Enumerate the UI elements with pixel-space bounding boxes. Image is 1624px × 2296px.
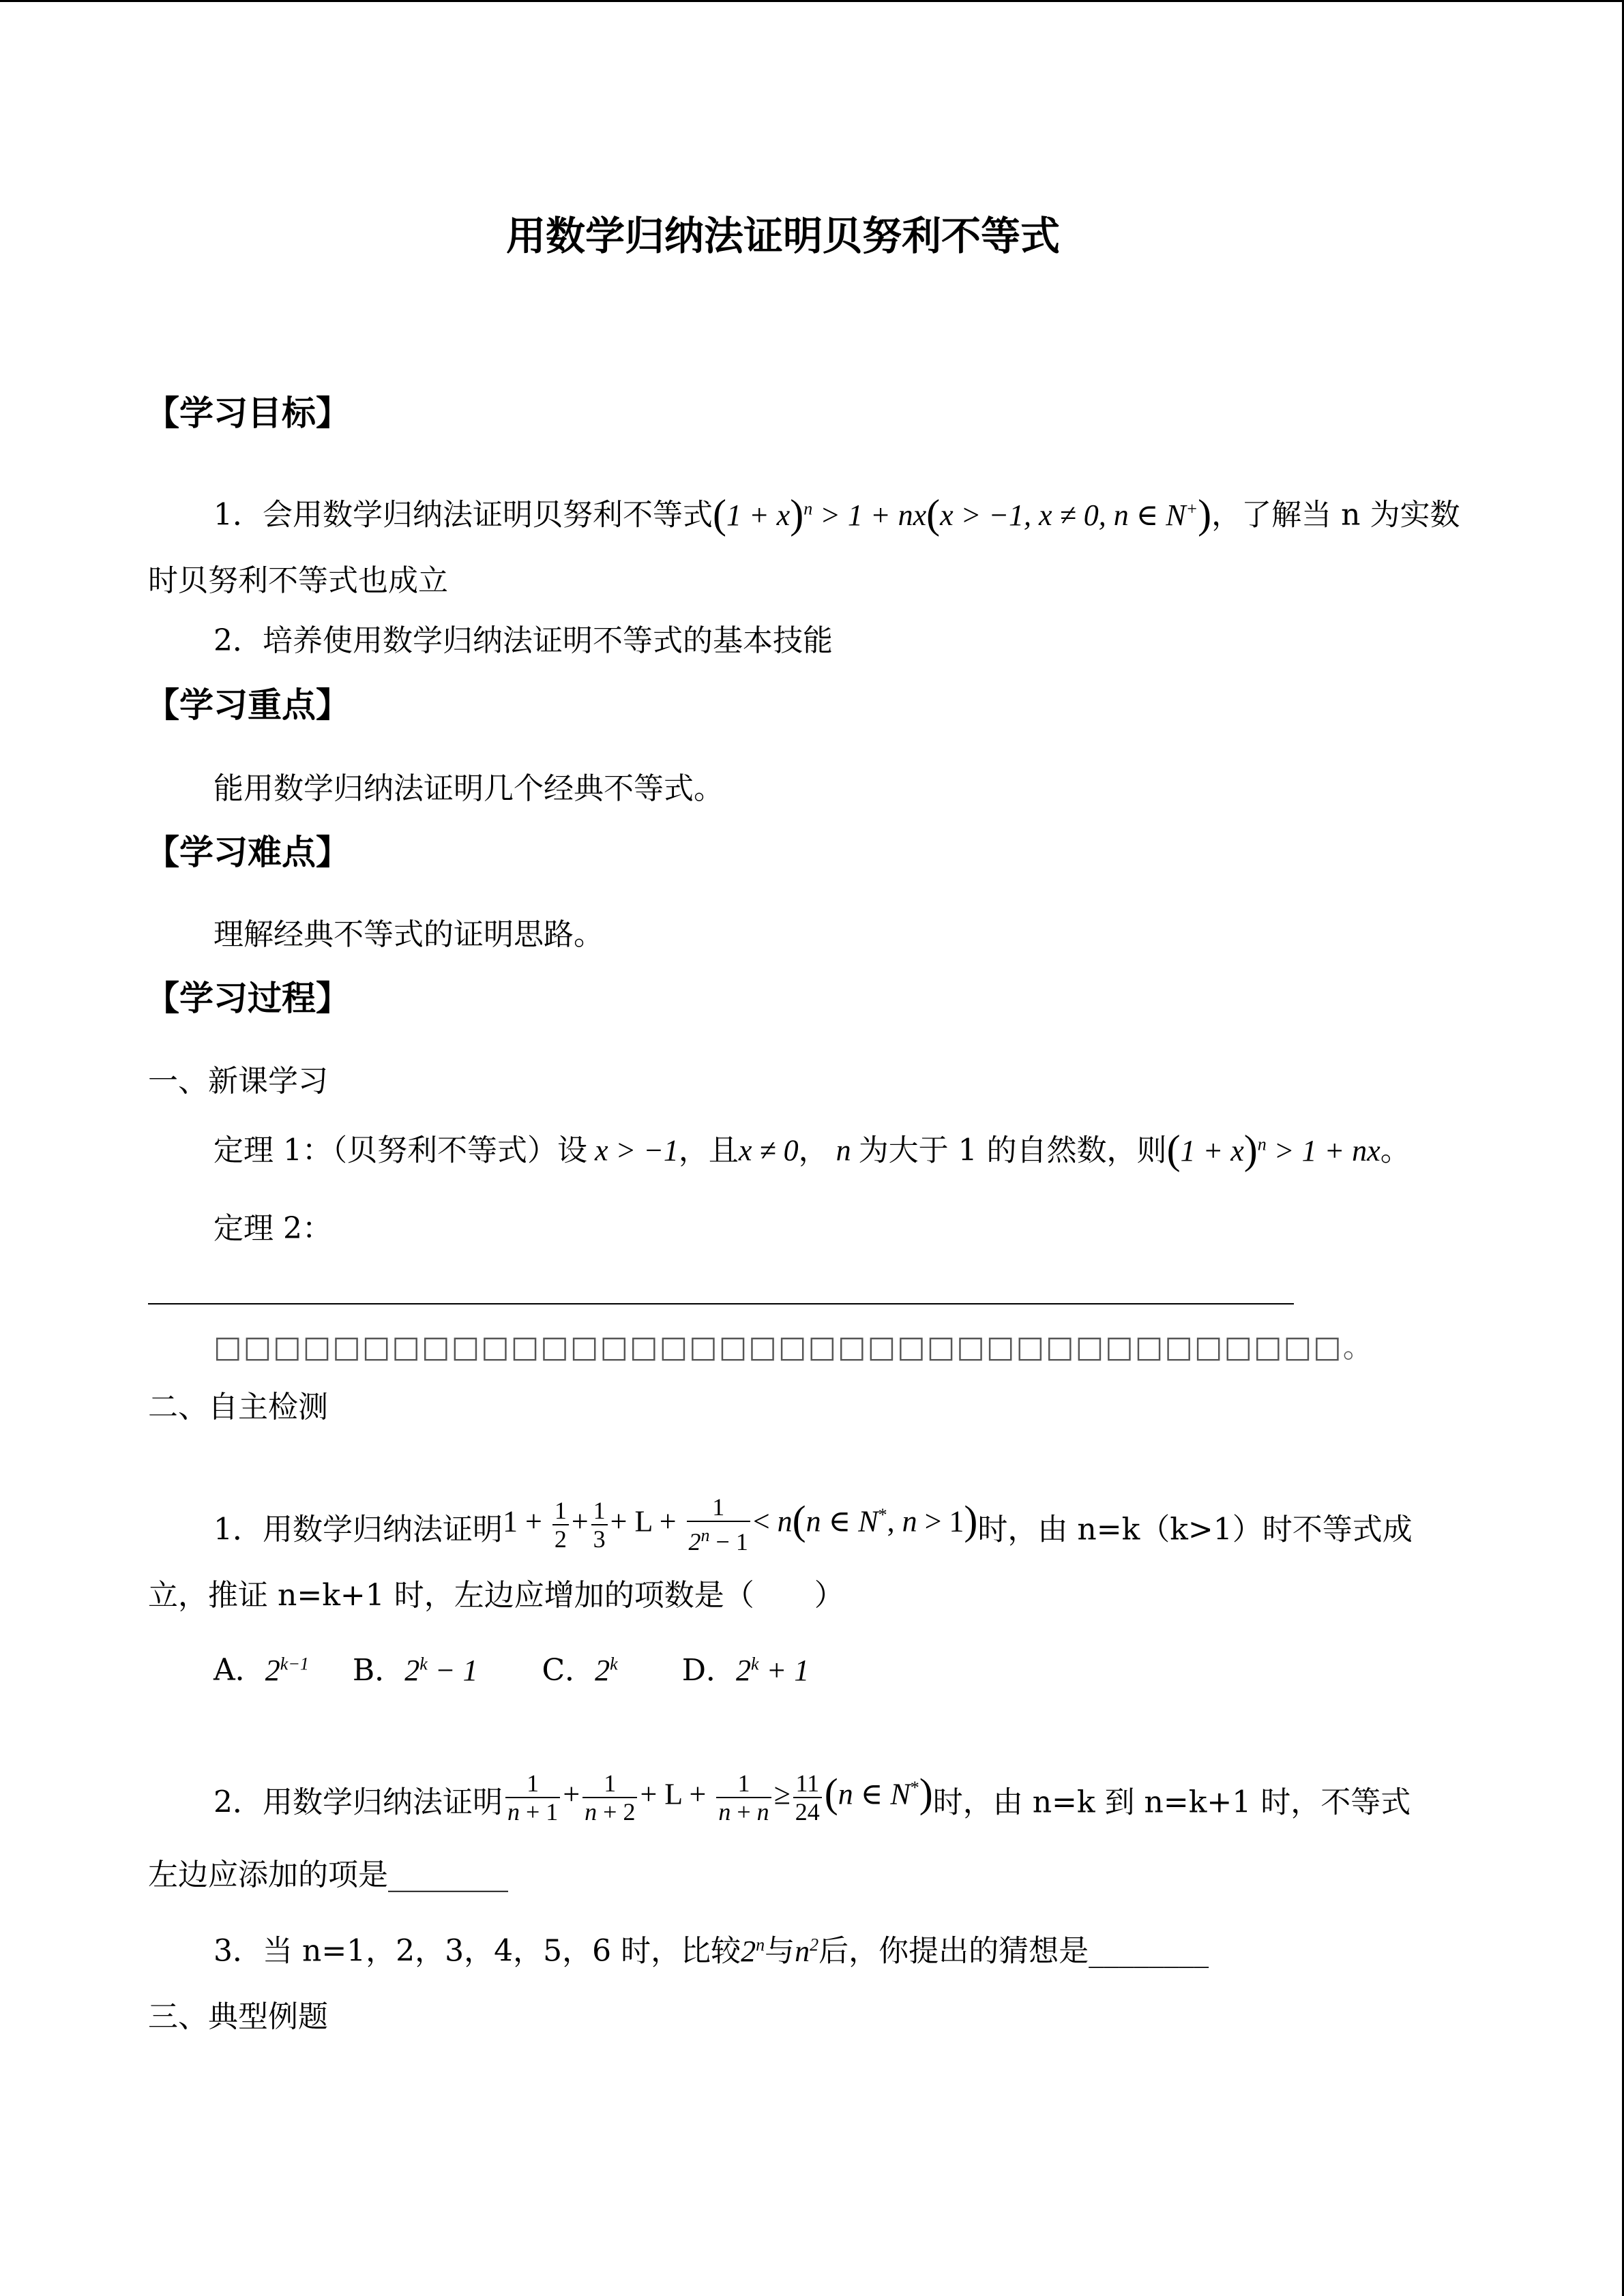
option-c: 2$^k$ <box>595 1653 618 1687</box>
option-c-label: C． <box>542 1652 595 1688</box>
q2-formula: $\frac{1}{n + 1}$ + $\frac{1}{n + 2}$ + L + $\frac{1}{n + n}$ ≥ $\frac{11}{24}$ (n ∈ N*) <box>503 1768 933 1825</box>
frac-1-2: $\frac{1}{2}$ <box>552 1497 569 1553</box>
frac-1-2n-1: $\frac{1}{2^n - 1}$ <box>687 1493 750 1555</box>
question-2 <box>213 1768 1411 1825</box>
option-b-label: B． <box>352 1652 405 1688</box>
theorem-1-d: 为大于 1 的自然数，则 <box>858 1133 1167 1168</box>
section-goals: 【学习目标】 <box>145 393 350 433</box>
q3-c: 后，你提出的猜想是________ <box>818 1933 1209 1969</box>
frac-1-3: $\frac{1}{3}$ <box>591 1497 608 1553</box>
frac-1-n1: $\frac{1}{n + 1}$ <box>505 1770 560 1825</box>
option-b: $2^k - 1$ <box>404 1653 478 1687</box>
option-a-label: A． <box>213 1652 265 1688</box>
theorem-1-c: ， <box>798 1133 829 1168</box>
q3-n2: $n^2$ <box>795 1934 819 1968</box>
option-d: $2^k + 1$ <box>735 1653 810 1687</box>
theorem-1-b: ，且 <box>678 1133 739 1168</box>
section-process: 【学习过程】 <box>145 979 350 1018</box>
question-2-cont: 左边应添加的项是________ <box>148 1858 508 1892</box>
cond-x-ne-0: x ≠ 0 <box>738 1133 799 1167</box>
q1-lead: 1．用数学归纳法证明 <box>213 1512 503 1547</box>
option-a: $2^{k-1}$ <box>265 1653 309 1687</box>
question-1-options <box>213 1643 809 1691</box>
section-focus: 【学习重点】 <box>145 685 350 725</box>
q1-tail: 时，由 n=k（k>1）时不等式成 <box>977 1512 1413 1547</box>
theorem-2-blank-line <box>148 1303 1294 1304</box>
q2-lead: 2．用数学归纳法证明 <box>213 1785 503 1820</box>
frac-11-24: $\frac{11}{24}$ <box>793 1770 822 1825</box>
focus-text: 能用数学归纳法证明几个经典不等式。 <box>213 771 724 806</box>
q1-formula: 1 + $\frac{1}{2}$ + $\frac{1}{3}$ + L + $\frac{1}{2^n - 1}$ < n(n ∈ N*, n > 1) <box>503 1493 978 1555</box>
part3-heading: 三、典型例题 <box>148 1999 328 2034</box>
q3-a: 3．当 n=1，2，3，4，5，6 时，比较 <box>213 1933 741 1969</box>
var-n: n <box>828 1133 859 1167</box>
bernoulli-formula: $(1 + x)^n > 1 + nx(x > -1$, x ≠ 0, n ∈ N+) <box>713 491 1212 537</box>
q2-tail: 时，由 n=k 到 n=k+1 时，不等式 <box>932 1785 1411 1820</box>
theorem-1-a: 定理 1：（贝努利不等式）设 <box>213 1133 587 1168</box>
top-border <box>0 0 1624 2</box>
section-difficulty: 【学习难点】 <box>145 833 350 872</box>
question-1 <box>213 1493 1413 1555</box>
goal-item-2: 2．培养使用数学归纳法证明不等式的基本技能 <box>213 623 833 658</box>
question-3 <box>213 1924 1209 1972</box>
option-d-label: D． <box>681 1652 736 1688</box>
page-title: 用数学归纳法证明贝努利不等式 <box>506 213 1061 259</box>
part2-heading: 二、自主检测 <box>148 1390 328 1425</box>
goal-1-tail: ，了解当 n 为实数 <box>1211 497 1460 533</box>
q3-2n: 2$^n$ <box>741 1934 765 1968</box>
theorem-1-formula: $(1 + x)^n > 1$ + nx <box>1166 1127 1381 1172</box>
goal-item-1 <box>213 488 1460 536</box>
theorem-1 <box>213 1124 1411 1172</box>
part1-heading: 一、新课学习 <box>148 1064 328 1099</box>
cond-x-gt-neg1: x > −1 <box>587 1133 679 1167</box>
difficulty-text: 理解经典不等式的证明思路。 <box>213 917 604 952</box>
goal-item-1-cont: 时贝努利不等式也成立 <box>148 563 448 598</box>
question-1-cont: 立，推证 n=k+1 时，左边应增加的项数是（ ） <box>148 1578 844 1613</box>
theorem-2: 定理 2： <box>213 1211 332 1246</box>
q3-b: 与 <box>765 1933 795 1969</box>
frac-1-n2: $\frac{1}{n + 2}$ <box>582 1770 637 1825</box>
frac-1-nn: $\frac{1}{n + n}$ <box>716 1770 771 1825</box>
placeholder-boxes: □□□□□□□□□□□□□□□□□□□□□□□□□□□□□□□□□□□□□□。 <box>213 1330 1374 1365</box>
goal-1-lead: 1．会用数学归纳法证明贝努利不等式 <box>213 497 713 533</box>
theorem-1-e: 。 <box>1380 1133 1411 1168</box>
